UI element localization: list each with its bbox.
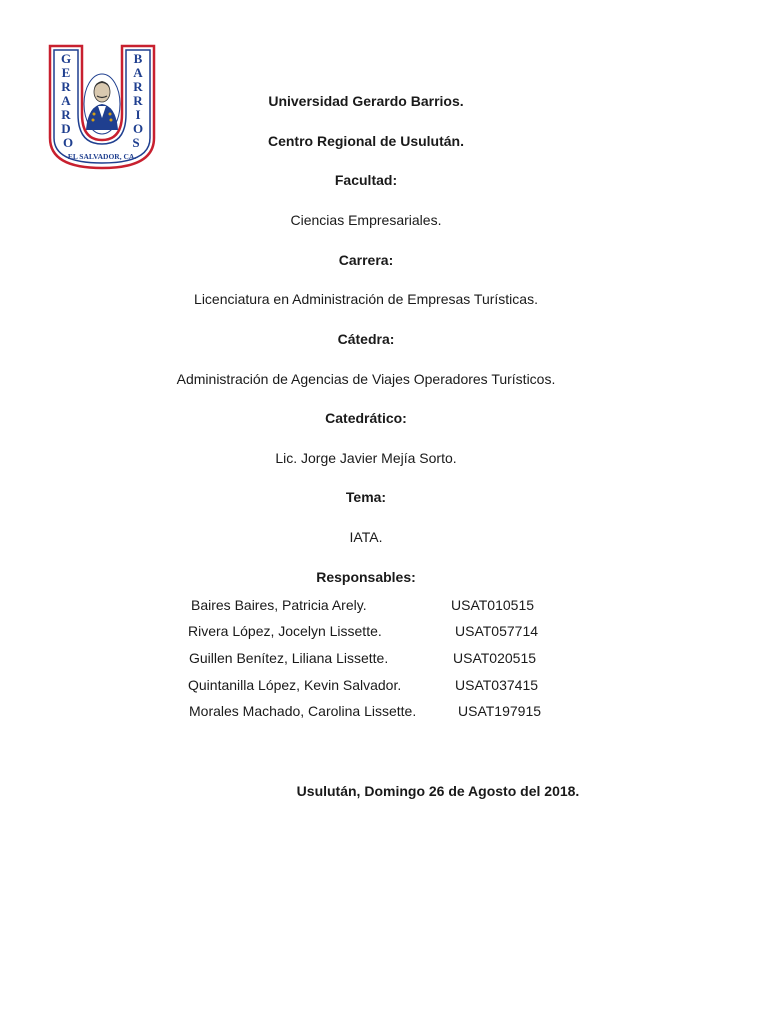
career-label: Carrera: (338, 252, 394, 268)
logo-bottom-text: EL SALVADOR, CA. (67, 152, 137, 161)
svg-text:O: O (132, 121, 144, 136)
svg-text:A: A (61, 93, 71, 108)
university-name: Universidad Gerardo Barrios. (268, 93, 464, 109)
responsible-code: USAT197915 (458, 703, 542, 719)
topic-value: IATA. (349, 529, 383, 545)
svg-text:D: D (61, 121, 71, 136)
responsible-code: USAT020515 (453, 650, 537, 666)
responsible-code: USAT010515 (451, 597, 535, 613)
subject-value: Administración de Agencias de Viajes Operadores Turísticos. (176, 371, 556, 387)
svg-text:R: R (133, 79, 143, 94)
responsible-name: Baires Baires, Patricia Arely. (191, 597, 367, 613)
responsible-name: Guillen Benítez, Liliana Lissette. (189, 650, 389, 666)
svg-text:E: E (61, 65, 71, 80)
professor-label: Catedrático: (325, 410, 407, 426)
topic-label: Tema: (345, 489, 387, 505)
responsibles-label: Responsables: (316, 569, 416, 585)
responsible-name: Morales Machado, Carolina Lissette. (189, 703, 417, 719)
svg-text:S: S (132, 135, 140, 150)
career-value: Licenciatura en Administración de Empresas Turísticas. (194, 291, 538, 307)
responsible-name: Quintanilla López, Kevin Salvador. (188, 677, 402, 693)
responsible-code: USAT057714 (455, 623, 539, 639)
faculty-label: Facultad: (334, 172, 398, 188)
svg-text:I: I (135, 107, 141, 122)
svg-text:R: R (61, 107, 71, 122)
svg-text:A: A (133, 65, 143, 80)
svg-text:R: R (133, 93, 143, 108)
responsible-name: Rivera López, Jocelyn Lissette. (188, 623, 382, 639)
professor-value: Lic. Jorge Javier Mejía Sorto. (275, 450, 457, 466)
svg-text:B: B (133, 51, 143, 66)
subject-label: Cátedra: (337, 331, 395, 347)
regional-center: Centro Regional de Usulután. (267, 133, 464, 149)
responsible-code: USAT037415 (455, 677, 539, 693)
svg-text:R: R (61, 79, 71, 94)
svg-text:G: G (60, 51, 72, 66)
place-date: Usulután, Domingo 26 de Agosto del 2018. (296, 783, 580, 799)
svg-text:O: O (62, 135, 74, 150)
faculty-value: Ciencias Empresariales. (290, 212, 442, 228)
